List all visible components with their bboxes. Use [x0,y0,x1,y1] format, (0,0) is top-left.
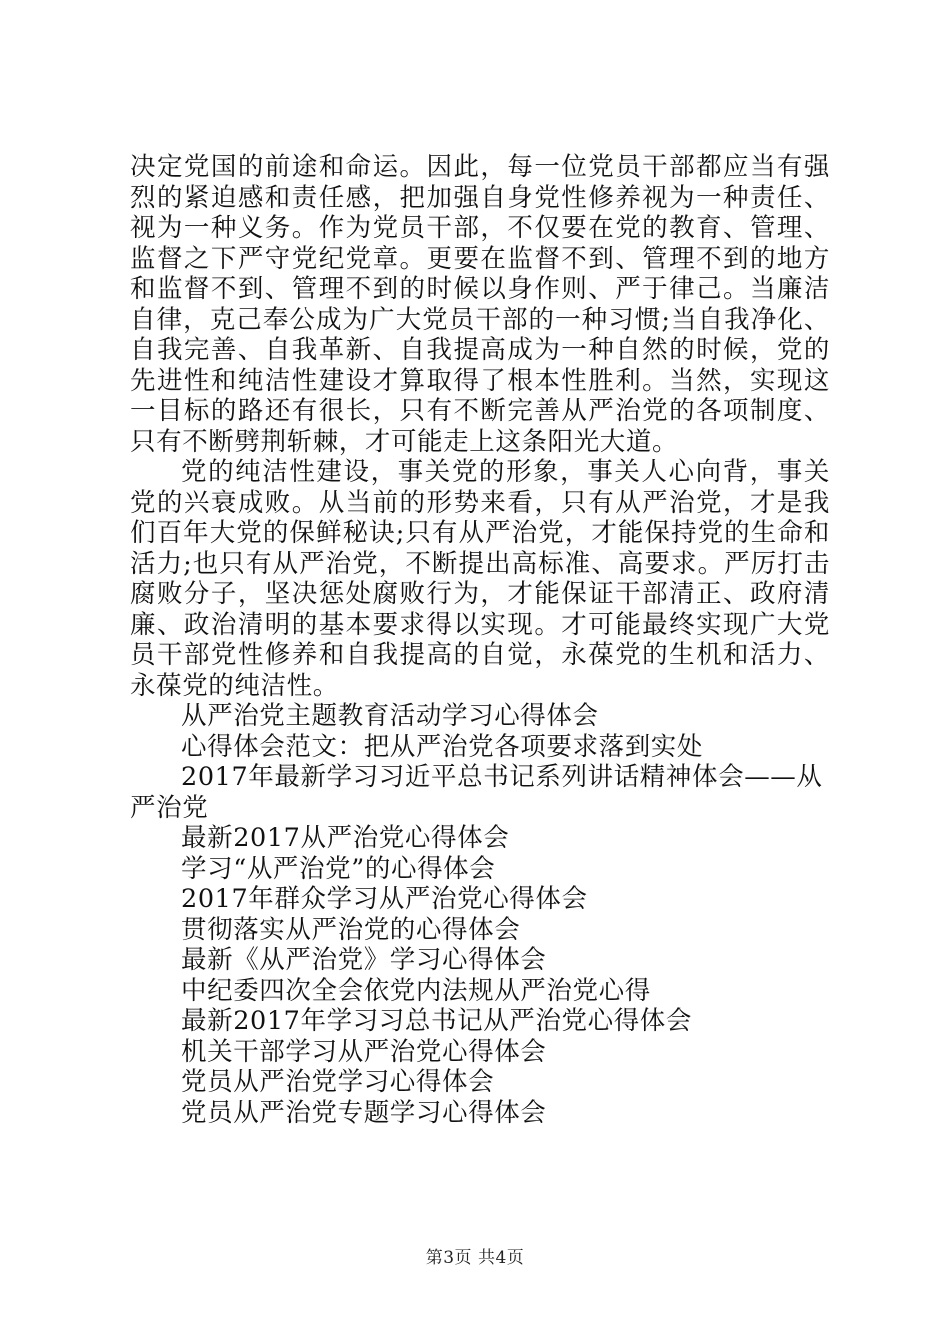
page-number-footer: 第3页 共4页 [425,1248,525,1268]
related-title: 党员从严治党学习心得体会 [181,1067,495,1097]
document-body [130,152,830,1128]
related-title: 机关干部学习从严治党心得体会 [181,1036,547,1067]
related-title: 2017年最新学习习近平总书记系列讲话精神体会——从严治党 [130,762,823,823]
related-title: 心得体会范文：把从严治党各项要求落到实处 [181,731,704,762]
related-title: 最新2017年学习习总书记从严治党心得体会 [181,1006,692,1036]
related-title: 中纪委四次全会依党内法规从严治党心得 [181,975,651,1006]
related-title: 2017年群众学习从严治党心得体会 [181,884,588,914]
related-title: 从严治党主题教育活动学习心得体会 [181,701,599,731]
related-titles-list [130,701,830,1128]
related-title: 学习“从严治党”的心得体会 [181,853,496,884]
related-title: 最新2017从严治党心得体会 [181,823,510,853]
related-title: 最新《从严治党》学习心得体会 [181,945,547,975]
related-title: 贯彻落实从严治党的心得体会 [181,914,521,945]
paragraph-2: 党的纯洁性建设，事关党的形象，事关人心向背，事关党的兴衰成败。从当前的形势来看，只有从严治党，才是我们百年大党的保鲜秘诀;只有从严治党，才能保持党的生命和活力;也只有从严治党，不断提出高标准、高要求。严厉打击腐败分子，坚决惩处腐败行为，才能保证干部清正、政府清廉、政治清明的基本要求得以实现。才可能最终实现广大党员干部党性修养和自我提高的自觉，永葆党的生机和活力、永葆党的纯洁性。 [130,457,830,701]
paragraph-1: 决定党国的前途和命运。因此，每一位党员干部都应当有强烈的紧迫感和责任感，把加强自身党性修养视为一种责任、视为一种义务。作为党员干部，不仅要在党的教育、管理、监督之下严守党纪党章。更要在监督不到、管理不到的地方和监督不到、管理不到的时候以身作则、严于律己。当廉洁自律，克己奉公成为广大党员干部的一种习惯;当自我净化、自我完善、自我革新、自我提高成为一种自然的时候，党的先进性和纯洁性建设才算取得了根本性胜利。当然，实现这一目标的路还有很长，只有不断完善从严治党的各项制度、只有不断劈荆斩棘，才可能走上这条阳光大道。 [130,152,830,457]
related-title: 党员从严治党专题学习心得体会 [181,1097,547,1128]
